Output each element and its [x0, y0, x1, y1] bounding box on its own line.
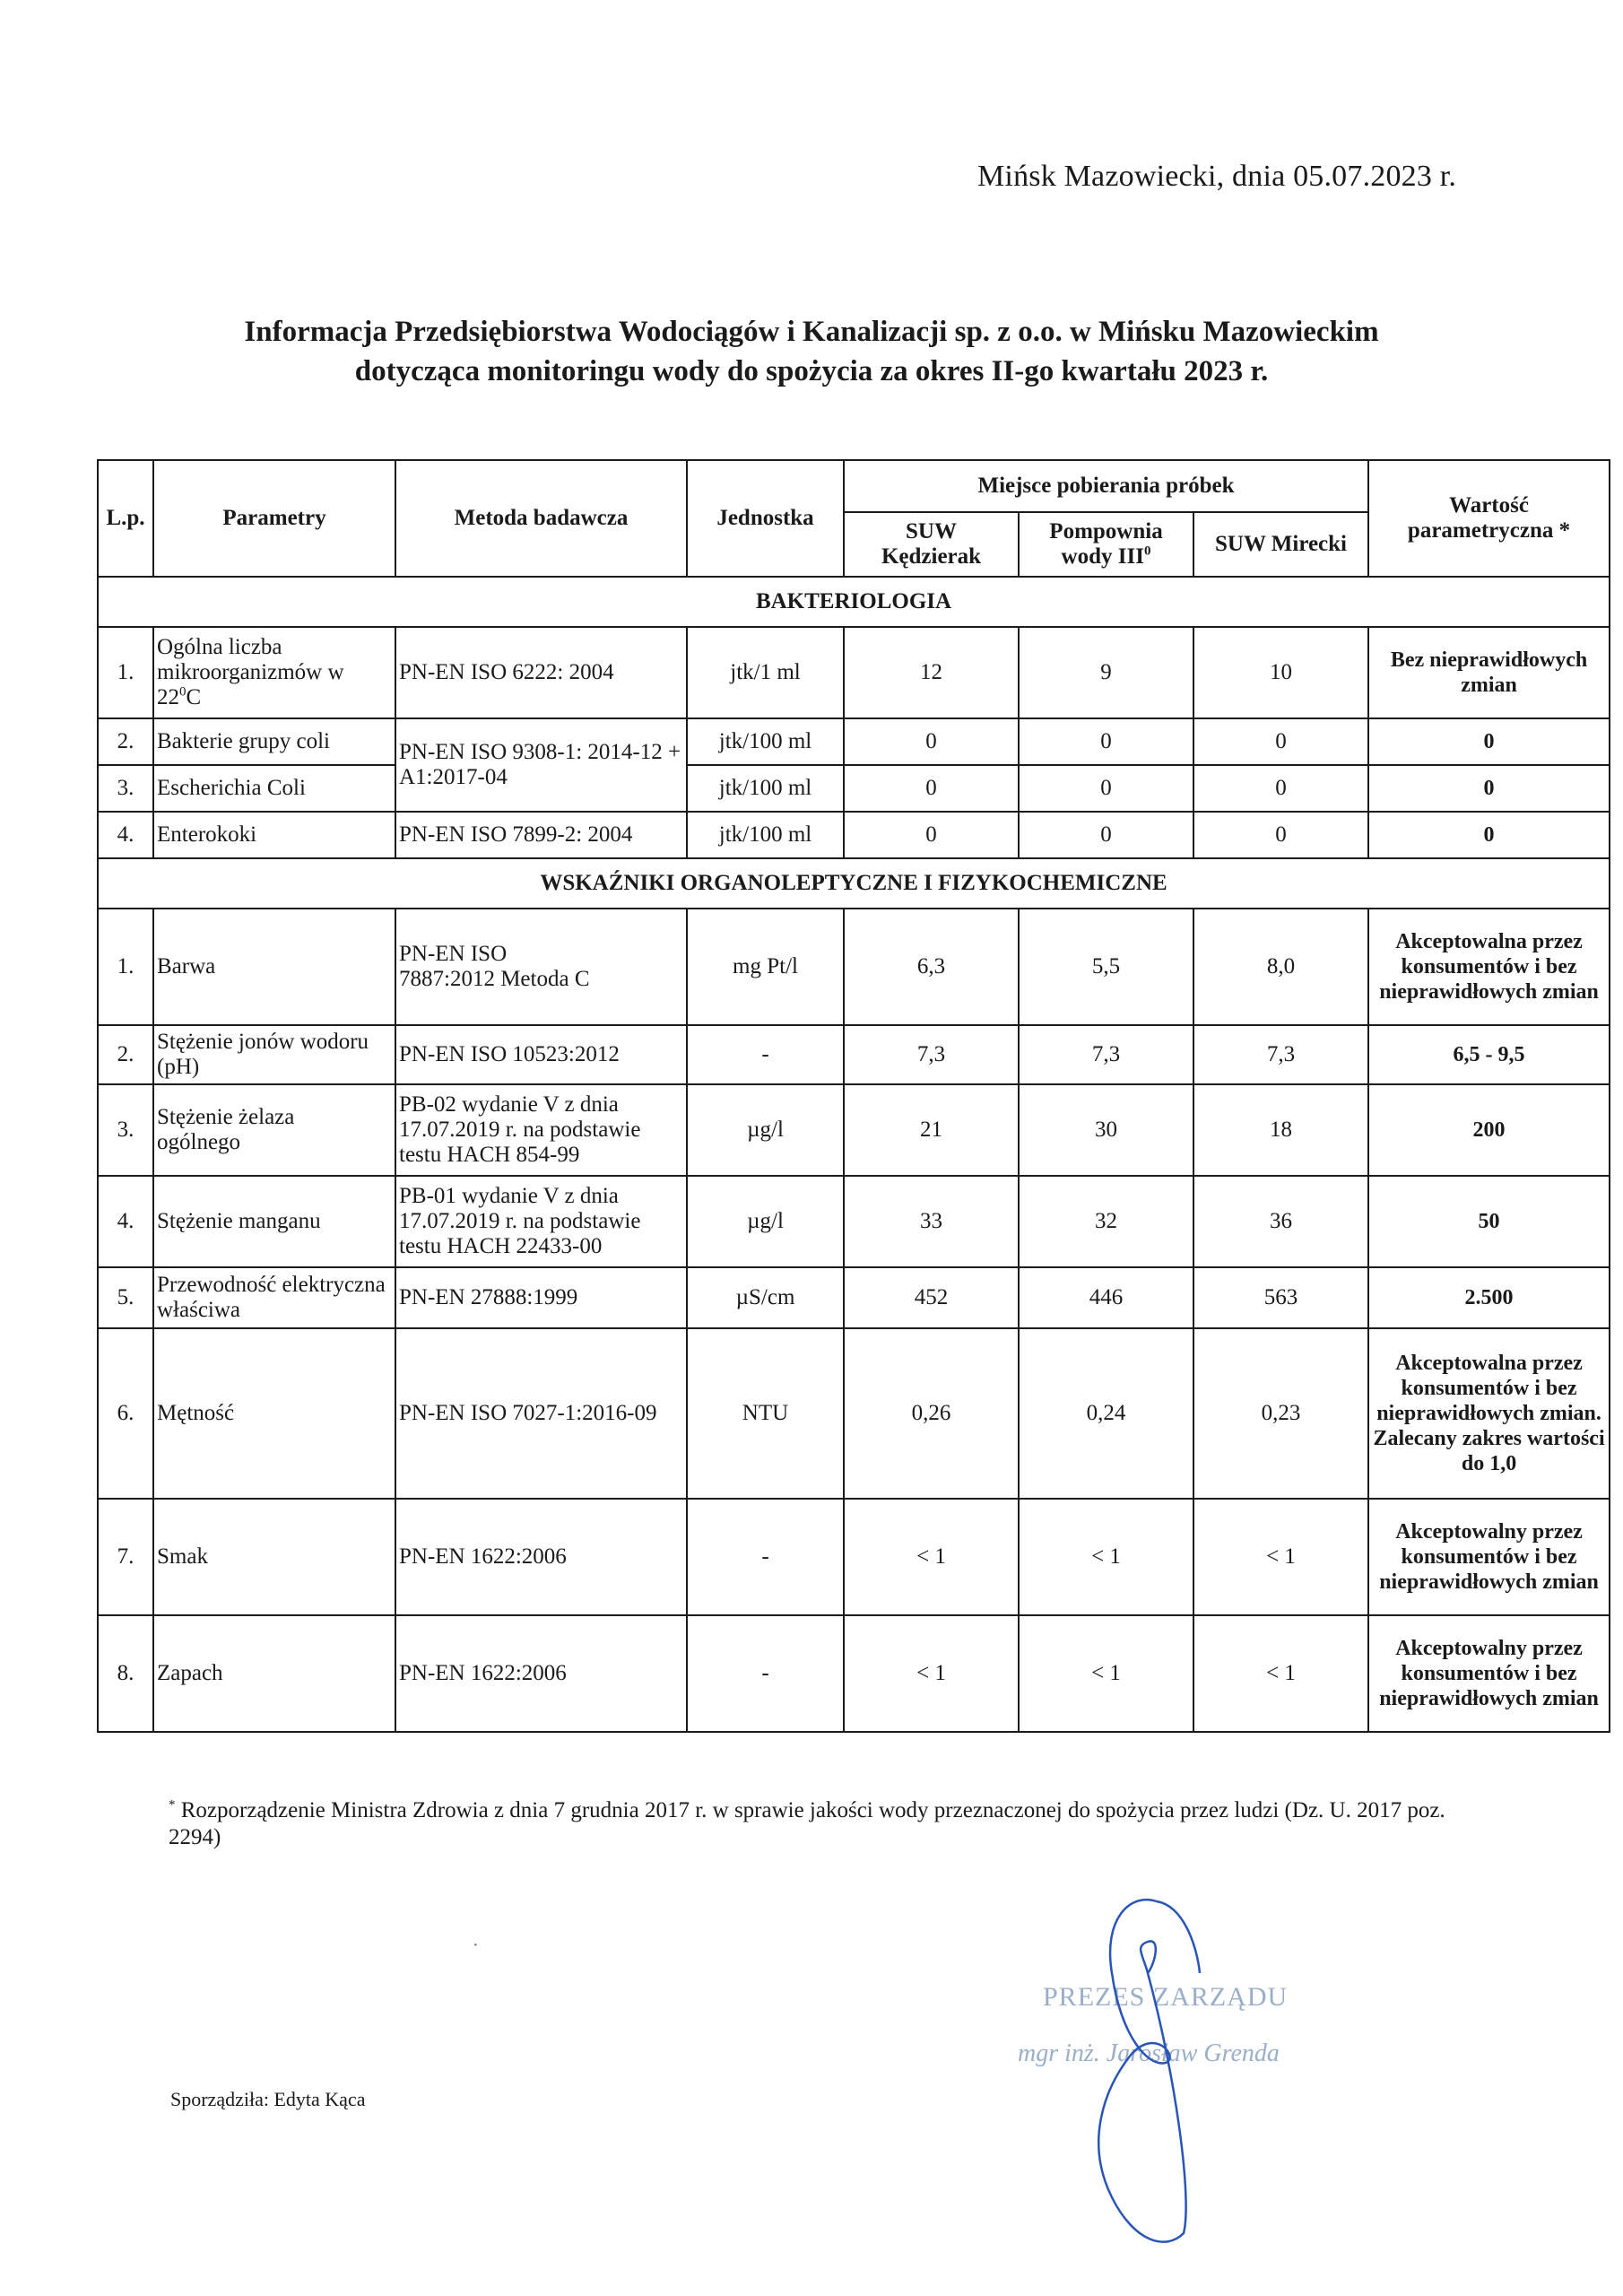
cell-site1: 33	[844, 1176, 1019, 1267]
cell-site2: < 1	[1019, 1615, 1193, 1732]
cell-site3: < 1	[1193, 1615, 1368, 1732]
stamp-title: PREZES ZARZĄDU	[1043, 1982, 1289, 2012]
cell-lp: 3.	[98, 1084, 153, 1176]
cell-lp: 3.	[98, 765, 153, 812]
header-limit: Wartość parametryczna *	[1368, 460, 1610, 577]
header-lp: L.p.	[98, 460, 153, 577]
cell-parameter: Stężenie manganu	[153, 1176, 395, 1267]
cell-site3: 563	[1193, 1267, 1368, 1328]
title-line-2: dotycząca monitoringu wody do spożycia za okres II-go kwartału 2023 r.	[354, 355, 1269, 387]
cell-site1: 7,3	[844, 1025, 1019, 1084]
cell-parameter: Enterokoki	[153, 812, 395, 858]
cell-site3: 0	[1193, 812, 1368, 858]
header-site-mirecki: SUW Mirecki	[1193, 512, 1368, 577]
cell-site2: 0,24	[1019, 1328, 1193, 1499]
cell-site3: 7,3	[1193, 1025, 1368, 1084]
cell-limit: 0	[1368, 765, 1610, 812]
section-title: BAKTERIOLOGIA	[98, 577, 1610, 627]
cell-site1: 0,26	[844, 1328, 1019, 1499]
cell-method: PN-EN ISO 10523:2012	[395, 1025, 687, 1084]
cell-unit: µg/l	[687, 1084, 844, 1176]
cell-limit: Akceptowalna przez konsumentów i bez nieprawidłowych zmian. Zalecany zakres wartości do 1,0	[1368, 1328, 1610, 1499]
cell-method: PN-EN ISO 9308-1: 2014-12 + A1:2017-04	[395, 718, 687, 812]
cell-lp: 5.	[98, 1267, 153, 1328]
cell-unit: jtk/1 ml	[687, 627, 844, 718]
cell-site2: 32	[1019, 1176, 1193, 1267]
cell-unit: jtk/100 ml	[687, 812, 844, 858]
cell-parameter: Barwa	[153, 909, 395, 1025]
cell-site1: 0	[844, 765, 1019, 812]
cell-site1: 6,3	[844, 909, 1019, 1025]
table-row	[98, 812, 1610, 858]
footnote	[169, 1797, 1496, 1851]
cell-lp: 2.	[98, 1025, 153, 1084]
cell-method: PN-EN 27888:1999	[395, 1267, 687, 1328]
table-row	[98, 718, 1610, 765]
section-title: WSKAŹNIKI ORGANOLEPTYCZNE I FIZYKOCHEMICZNE	[98, 858, 1610, 909]
header-site-pompownia-label: Pompownia wody III	[1049, 519, 1163, 569]
header-site-kedzierak: SUW Kędzierak	[844, 512, 1019, 577]
cell-site1: < 1	[844, 1499, 1019, 1615]
cell-site2: < 1	[1019, 1499, 1193, 1615]
cell-site1: 12	[844, 627, 1019, 718]
cell-parameter: Stężenie żelaza ogólnego	[153, 1084, 395, 1176]
cell-site3: 0	[1193, 718, 1368, 765]
cell-unit: mg Pt/l	[687, 909, 844, 1025]
cell-site3: 36	[1193, 1176, 1368, 1267]
cell-unit: -	[687, 1025, 844, 1084]
cell-lp: 8.	[98, 1615, 153, 1732]
cell-lp: 1.	[98, 627, 153, 718]
parameter-text: Ogólna liczba mikroorganizmów w 22	[157, 635, 344, 709]
table-row	[98, 909, 1610, 1025]
date-line: Mińsk Mazowiecki, dnia 05.07.2023 r.	[977, 160, 1457, 193]
cell-lp: 4.	[98, 1176, 153, 1267]
cell-lp: 1.	[98, 909, 153, 1025]
cell-site3: < 1	[1193, 1499, 1368, 1615]
cell-method: PN-EN ISO 7027-1:2016-09	[395, 1328, 687, 1499]
cell-unit: -	[687, 1499, 844, 1615]
cell-limit: 0	[1368, 812, 1610, 858]
cell-site3: 0,23	[1193, 1328, 1368, 1499]
cell-parameter: Escherichia Coli	[153, 765, 395, 812]
cell-method: PB-01 wydanie V z dnia 17.07.2019 r. na podstawie testu HACH 22433-00	[395, 1176, 687, 1267]
table-row	[98, 1025, 1610, 1084]
cell-parameter: Mętność	[153, 1328, 395, 1499]
table-row	[98, 1499, 1610, 1615]
document-title	[135, 312, 1488, 391]
section-row	[98, 858, 1610, 909]
table-row	[98, 1176, 1610, 1267]
cell-unit: jtk/100 ml	[687, 765, 844, 812]
cell-site2: 0	[1019, 765, 1193, 812]
cell-site1: < 1	[844, 1615, 1019, 1732]
header-unit: Jednostka	[687, 460, 844, 577]
table-row	[98, 1084, 1610, 1176]
cell-method: PN-EN 1622:2006	[395, 1499, 687, 1615]
cell-unit: -	[687, 1615, 844, 1732]
cell-unit: µg/l	[687, 1176, 844, 1267]
cell-lp: 6.	[98, 1328, 153, 1499]
header-method: Metoda badawcza	[395, 460, 687, 577]
superscript: 0	[1143, 544, 1151, 559]
cell-site1: 0	[844, 718, 1019, 765]
prepared-by: Sporządziła: Edyta Kąca	[170, 2088, 366, 2110]
footnote-text: Rozporządzenie Ministra Zdrowia z dnia 7 grudnia 2017 r. w sprawie jakości wody przeznaczonej do spożycia przez ludzi (Dz. U. 2017 poz. 2294)	[169, 1798, 1445, 1849]
cell-unit: µS/cm	[687, 1267, 844, 1328]
cell-limit: Akceptowalny przez konsumentów i bez nieprawidłowych zmian	[1368, 1615, 1610, 1732]
section-row	[98, 577, 1610, 627]
cell-parameter: Przewodność elektryczna właściwa	[153, 1267, 395, 1328]
cell-site1: 21	[844, 1084, 1019, 1176]
header-parameter: Parametry	[153, 460, 395, 577]
cell-method: PN-EN ISO 7899-2: 2004	[395, 812, 687, 858]
cell-site2: 7,3	[1019, 1025, 1193, 1084]
cell-unit: NTU	[687, 1328, 844, 1499]
cell-site2: 9	[1019, 627, 1193, 718]
monitoring-table	[97, 459, 1610, 1733]
cell-parameter: Stężenie jonów wodoru (pH)	[153, 1025, 395, 1084]
cell-parameter: Smak	[153, 1499, 395, 1615]
header-sampling-group: Miejsce pobierania próbek	[844, 460, 1368, 512]
cell-limit: 50	[1368, 1176, 1610, 1267]
cell-limit: Bez nieprawidłowych zmian	[1368, 627, 1610, 718]
parameter-suffix: C	[186, 685, 202, 709]
cell-limit: 2.500	[1368, 1267, 1610, 1328]
cell-method: PN-EN 1622:2006	[395, 1615, 687, 1732]
cell-site2: 0	[1019, 812, 1193, 858]
cell-parameter	[153, 627, 395, 718]
cell-limit: 0	[1368, 718, 1610, 765]
cell-parameter: Zapach	[153, 1615, 395, 1732]
cell-limit: Akceptowalna przez konsumentów i bez nieprawidłowych zmian	[1368, 909, 1610, 1025]
cell-site1: 0	[844, 812, 1019, 858]
cell-lp: 2.	[98, 718, 153, 765]
header-site-pompownia	[1019, 512, 1193, 577]
table-row	[98, 765, 1610, 812]
table-row	[98, 1328, 1610, 1499]
cell-limit: 6,5 - 9,5	[1368, 1025, 1610, 1084]
cell-method: PN-EN ISO 6222: 2004	[395, 627, 687, 718]
title-line-1: Informacja Przedsiębiorstwa Wodociągów i Kanalizacji sp. z o.o. w Mińsku Mazowieckim	[244, 316, 1379, 348]
cell-limit: 200	[1368, 1084, 1610, 1176]
table-row	[98, 1615, 1610, 1732]
cell-site1: 452	[844, 1267, 1019, 1328]
cell-limit: Akceptowalny przez konsumentów i bez nieprawidłowych zmian	[1368, 1499, 1610, 1615]
scan-speck: ·	[473, 1935, 479, 1955]
cell-site2: 5,5	[1019, 909, 1193, 1025]
cell-parameter: Bakterie grupy coli	[153, 718, 395, 765]
stamp-name: mgr inż. Jarosław Grenda	[1018, 2039, 1280, 2067]
cell-unit: jtk/100 ml	[687, 718, 844, 765]
table-row	[98, 627, 1610, 718]
cell-site2: 446	[1019, 1267, 1193, 1328]
cell-site3: 10	[1193, 627, 1368, 718]
cell-site3: 18	[1193, 1084, 1368, 1176]
cell-lp: 4.	[98, 812, 153, 858]
cell-site3: 8,0	[1193, 909, 1368, 1025]
cell-site2: 0	[1019, 718, 1193, 765]
table-row	[98, 1267, 1610, 1328]
superscript: 0	[179, 684, 187, 700]
cell-site3: 0	[1193, 765, 1368, 812]
footnote-marker: *	[169, 1797, 176, 1813]
signature-icon	[1049, 1892, 1228, 2269]
cell-method: PB-02 wydanie V z dnia 17.07.2019 r. na podstawie testu HACH 854-99	[395, 1084, 687, 1176]
cell-site2: 30	[1019, 1084, 1193, 1176]
cell-lp: 7.	[98, 1499, 153, 1615]
cell-method: PN-EN ISO 7887:2012 Metoda C	[395, 909, 687, 1025]
